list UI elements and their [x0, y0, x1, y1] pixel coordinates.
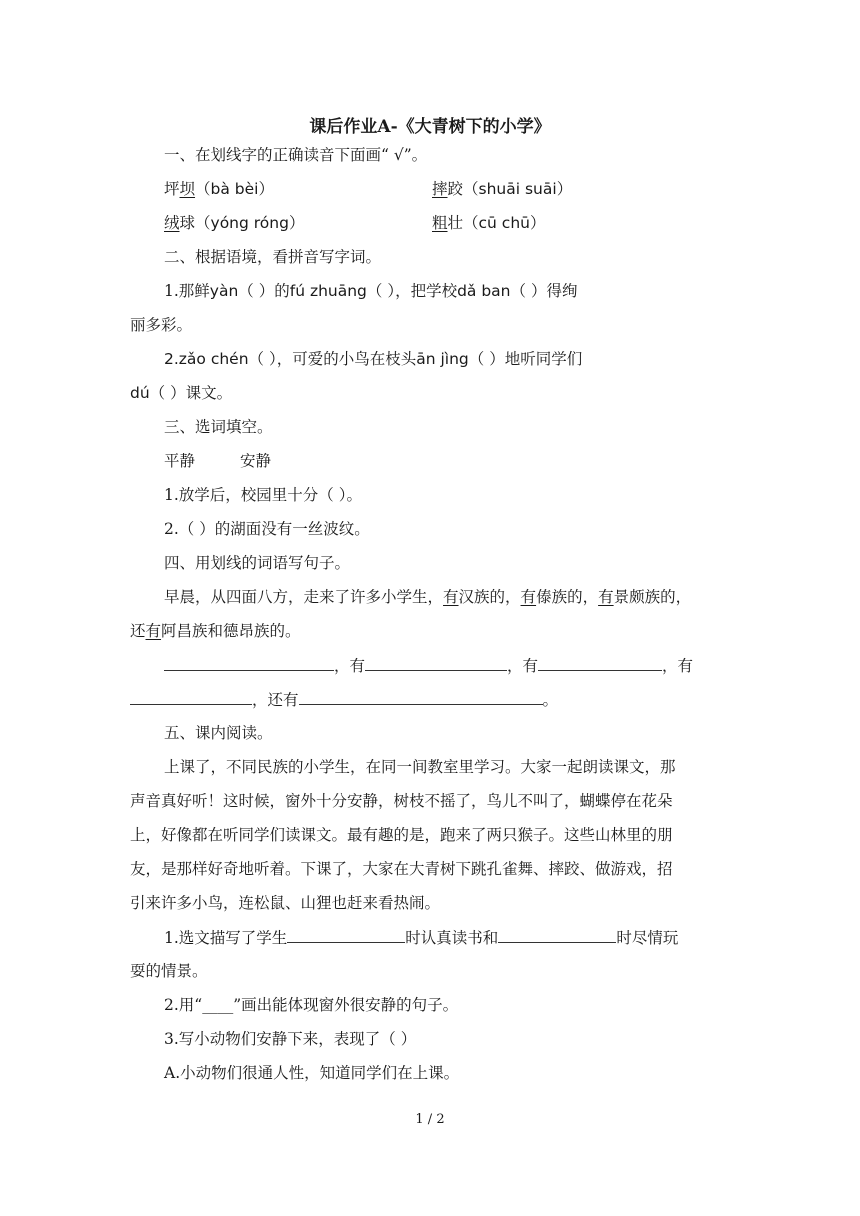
section3-heading: 三、选词填空。	[164, 418, 273, 436]
s5-question-2: 2.用“____”画出能体现窗外很安静的句子。	[164, 996, 459, 1014]
s1-item-4: 粗壮（cū chū）	[432, 214, 546, 232]
answer-blank[interactable]	[538, 654, 662, 671]
s4-fill-line-1: ，有 ，有 ，有	[164, 654, 693, 677]
passage-line-5: 引来许多小鸟，连松鼠、山狸也赶来看热闹。	[130, 894, 441, 912]
s3-question-1: 1.放学后，校园里十分（ ）。	[164, 486, 362, 504]
word-choice-1: 平静	[164, 452, 196, 470]
s4-fill-line-2: ，还有 。	[130, 688, 558, 711]
s5-question-1: 1.选文描写了学生 时认真读书和 时尽情玩	[164, 926, 678, 949]
s5-question-1-cont: 耍的情景。	[130, 962, 208, 980]
s1-item-3: 绒球（yóng róng）	[164, 214, 305, 232]
section1-heading: 一、在划线字的正确读音下面画“ √”。	[164, 146, 428, 164]
page-number: 1 / 2	[415, 1112, 445, 1127]
s3-question-2: 2.（ ）的湖面没有一丝波纹。	[164, 520, 370, 538]
answer-blank[interactable]	[130, 688, 252, 705]
passage-line-2: 声音真好听！这时候，窗外十分安静，树枝不摇了，鸟儿不叫了，蝴蝶停在花朵	[130, 792, 673, 810]
s5-option-a: A.小动物们很通人性，知道同学们在上课。	[164, 1064, 460, 1082]
s5-question-3: 3.写小动物们安静下来，表现了（ ）	[164, 1030, 417, 1048]
page-title: 课后作业A-《大青树下的小学》	[309, 117, 551, 137]
s2-question-2: 2.zǎo chén（ ），可爱的小鸟在枝头ān jìng（ ）地听同学们	[164, 350, 583, 368]
answer-blank[interactable]	[498, 926, 616, 943]
s1-item-1: 坪坝（bà bèi）	[164, 180, 274, 198]
word-choice-2: 安静	[240, 452, 272, 470]
s2-question-2-cont: dú（ ）课文。	[130, 384, 233, 402]
s4-example-line-1: 早晨，从四面八方，走来了许多小学生，有汉族的，有傣族的，有景颇族的，	[164, 588, 692, 606]
passage-line-4: 友，是那样好奇地听着。下课了，大家在大青树下跳孔雀舞、摔跤、做游戏，招	[130, 860, 673, 878]
answer-blank[interactable]	[365, 654, 507, 671]
passage-line-3: 上，好像都在听同学们读课文。最有趣的是，跑来了两只猴子。这些山林里的朋	[130, 826, 673, 844]
answer-blank[interactable]	[299, 688, 543, 705]
s1-item-2: 摔跤（shuāi suāi）	[432, 180, 573, 198]
s2-question-1-cont: 丽多彩。	[130, 316, 193, 334]
section2-heading: 二、根据语境，看拼音写字词。	[164, 248, 382, 266]
answer-blank[interactable]	[164, 654, 334, 671]
answer-blank[interactable]	[287, 926, 405, 943]
section4-heading: 四、用划线的词语写句子。	[164, 554, 351, 572]
passage-line-1: 上课了，不同民族的小学生，在同一间教室里学习。大家一起朗读课文，那	[164, 758, 676, 776]
s2-question-1: 1.那鲜yàn（ ）的fú zhuāng（ ），把学校dǎ ban（ ）得绚	[164, 282, 578, 300]
section5-heading: 五、课内阅读。	[164, 724, 273, 742]
s4-example-line-2: 还有阿昌族和德昂族的。	[130, 622, 301, 640]
